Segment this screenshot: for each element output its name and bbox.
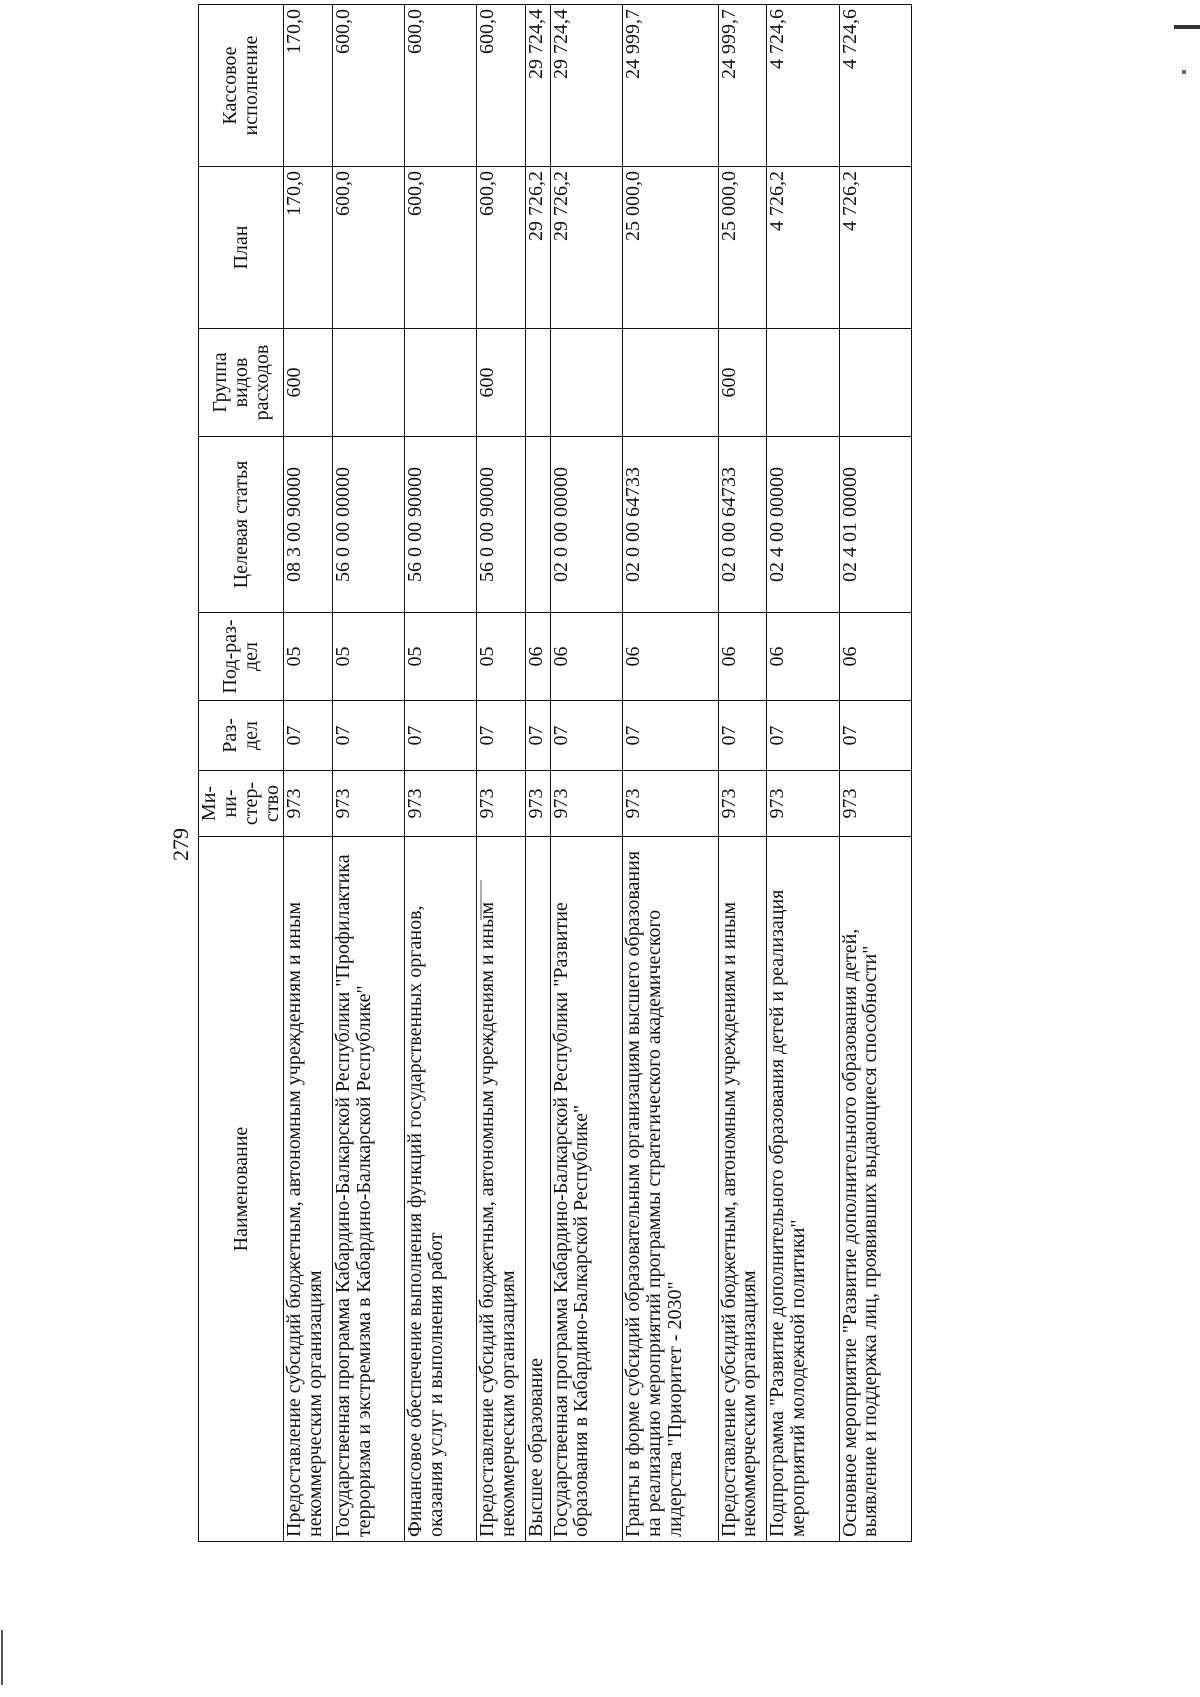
cell-group: [839, 329, 911, 437]
cell-plan: 600,0: [332, 167, 404, 329]
cell-executed: 29 724,4: [526, 5, 550, 167]
cell-subsection: 06: [767, 613, 839, 701]
cell-section: 07: [767, 701, 839, 771]
header-row: [199, 5, 284, 1542]
cell-plan: 29 726,2: [526, 167, 550, 329]
cell-plan: 600,0: [405, 167, 477, 329]
cell-plan: 29 726,2: [550, 167, 622, 329]
cell-target: 56 0 00 00000: [332, 437, 404, 613]
cell-executed: 170,0: [284, 5, 333, 167]
budget-table: [198, 4, 912, 1542]
cell-section: 07: [526, 701, 550, 771]
cell-group: [550, 329, 622, 437]
table-row: [839, 5, 911, 1542]
cell-group: [332, 329, 404, 437]
table-row: [477, 5, 526, 1542]
cell-ministry: 973: [839, 771, 911, 837]
table-row: [526, 5, 550, 1542]
cell-section: 07: [718, 701, 767, 771]
table-row: [405, 5, 477, 1542]
cell-ministry: 973: [550, 771, 622, 837]
table-row: [284, 5, 333, 1542]
header-subsection: Под-раз-дел: [199, 613, 284, 701]
cell-section: 07: [839, 701, 911, 771]
cell-name: Предоставление субсидий бюджетным, автономным учреждениям и иным некоммерческим организациям: [477, 837, 526, 1542]
cell-name: Основное мероприятие "Развитие дополнительного образования детей, выявление и поддержка лиц, проявивших выдающиеся способности": [839, 837, 911, 1542]
cell-plan: 25 000,0: [622, 167, 718, 329]
cell-name: Подпрограмма "Развитие дополнительного образования детей и реализация мероприятий молодежной политики": [767, 837, 839, 1542]
table-row: [550, 5, 622, 1542]
cell-executed: 600,0: [405, 5, 477, 167]
cell-group: [526, 329, 550, 437]
cell-target: 02 0 00 64733: [718, 437, 767, 613]
cell-ministry: 973: [477, 771, 526, 837]
cell-group: 600: [718, 329, 767, 437]
cell-section: 07: [284, 701, 333, 771]
table-row: [718, 5, 767, 1542]
cell-plan: 4 726,2: [767, 167, 839, 329]
cell-group: 600: [477, 329, 526, 437]
cell-executed: 24 999,7: [718, 5, 767, 167]
header-ministry: Ми-ни-стер-ство: [199, 771, 284, 837]
cell-section: 07: [405, 701, 477, 771]
cell-group: [767, 329, 839, 437]
cell-section: 07: [477, 701, 526, 771]
page-number: 279: [168, 828, 193, 861]
table-body: [284, 5, 912, 1542]
cell-executed: 4 724,6: [839, 5, 911, 167]
cell-name: Государственная программа Кабардино-Балкарской Республики "Профилактика терроризма и экстремизма в Кабардино-Балкарской Республике": [332, 837, 404, 1542]
cell-subsection: 06: [839, 613, 911, 701]
cell-subsection: 05: [332, 613, 404, 701]
cell-ministry: 973: [284, 771, 333, 837]
cell-name: Финансовое обеспечение выполнения функций государственных органов, оказания услуг и выполнения работ: [405, 837, 477, 1542]
cell-target: 56 0 00 90000: [477, 437, 526, 613]
cell-executed: 600,0: [332, 5, 404, 167]
header-target: Целевая статья: [199, 437, 284, 613]
cell-ministry: 973: [526, 771, 550, 837]
cell-name: Предоставление субсидий бюджетным, автономным учреждениям и иным некоммерческим организациям: [284, 837, 333, 1542]
table-row: [767, 5, 839, 1542]
cell-executed: 600,0: [477, 5, 526, 167]
cell-executed: 29 724,4: [550, 5, 622, 167]
scan-mark: [1174, 25, 1200, 29]
scan-mark: [1, 1630, 3, 1685]
cell-target: 02 4 01 00000: [839, 437, 911, 613]
cell-section: 07: [332, 701, 404, 771]
header-plan: План: [199, 167, 284, 329]
header-group: Группа видов расходов: [199, 329, 284, 437]
cell-section: 07: [550, 701, 622, 771]
cell-subsection: 06: [526, 613, 550, 701]
scan-mark: [1182, 70, 1186, 74]
cell-subsection: 06: [718, 613, 767, 701]
cell-group: [405, 329, 477, 437]
cell-ministry: 973: [718, 771, 767, 837]
cell-subsection: 05: [284, 613, 333, 701]
cell-plan: 4 726,2: [839, 167, 911, 329]
header-name: Наименование: [199, 837, 284, 1542]
cell-target: 56 0 00 90000: [405, 437, 477, 613]
header-executed: Кассовое исполнение: [199, 5, 284, 167]
cell-name: Высшее образование: [526, 837, 550, 1542]
cell-target: 02 0 00 00000: [550, 437, 622, 613]
cell-target: 08 3 00 90000: [284, 437, 333, 613]
table-row: [332, 5, 404, 1542]
cell-ministry: 973: [332, 771, 404, 837]
cell-target: 02 4 00 00000: [767, 437, 839, 613]
cell-executed: 24 999,7: [622, 5, 718, 167]
cell-ministry: 973: [622, 771, 718, 837]
cell-target: [526, 437, 550, 613]
table-row: [622, 5, 718, 1542]
rotated-content: [160, 9, 912, 1542]
cell-plan: 600,0: [477, 167, 526, 329]
cell-subsection: 05: [405, 613, 477, 701]
cell-executed: 4 724,6: [767, 5, 839, 167]
cell-target: 02 0 00 64733: [622, 437, 718, 613]
cell-subsection: 06: [622, 613, 718, 701]
cell-plan: 25 000,0: [718, 167, 767, 329]
cell-ministry: 973: [405, 771, 477, 837]
header-section: Раз-дел: [199, 701, 284, 771]
cell-group: 600: [284, 329, 333, 437]
cell-name: Гранты в форме субсидий образовательным организациям высшего образования на реализацию мероприятий программы стратегического академического лидерства "Приоритет - 2030": [622, 837, 718, 1542]
cell-subsection: 05: [477, 613, 526, 701]
cell-plan: 170,0: [284, 167, 333, 329]
cell-section: 07: [622, 701, 718, 771]
cell-subsection: 06: [550, 613, 622, 701]
cell-name: Предоставление субсидий бюджетным, автономным учреждениям и иным некоммерческим организациям: [718, 837, 767, 1542]
cell-ministry: 973: [767, 771, 839, 837]
cell-group: [622, 329, 718, 437]
cell-name: Государственная программа Кабардино-Балкарской Республики "Развитие образования в Кабардино-Балкарской Республике": [550, 837, 622, 1542]
